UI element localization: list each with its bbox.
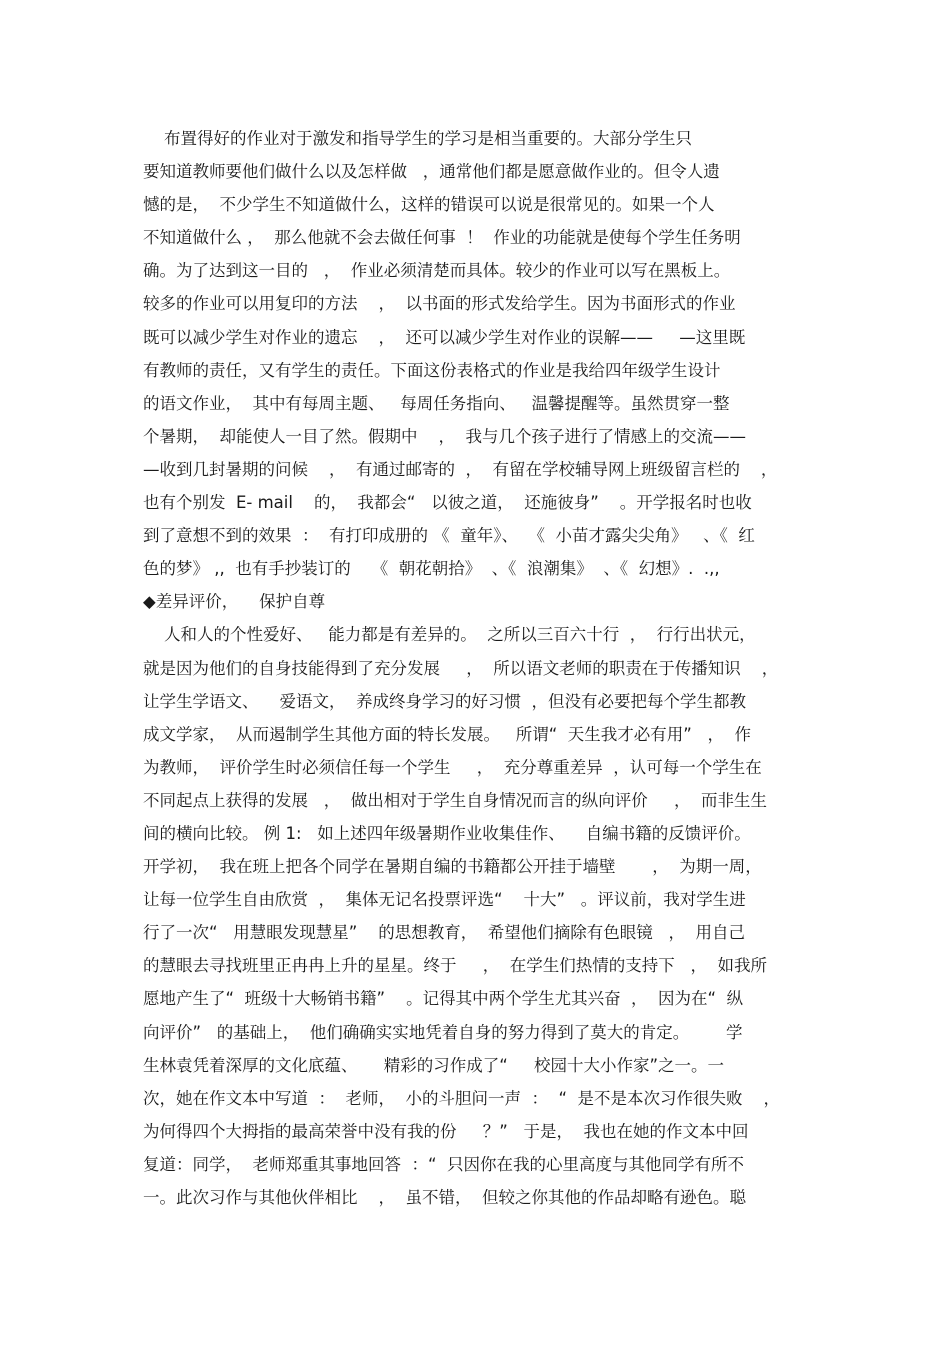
text-line: 向评价” 的基础上， 他们确确实实地凭着自身的努力得到了莫大的肯定。 学 bbox=[143, 1022, 743, 1042]
text-line: 布置得好的作业对于激发和指导学生的学习是相当重要的。大部分学生只 bbox=[143, 129, 692, 148]
text-line: 的语文作业， 其中有每周主题、 每周任务指向、 温馨提醒等。虽然贯穿一整 bbox=[143, 393, 730, 413]
text-line: 到了意想不到的效果 ： 有打印成册的 《 童年》、 《 小苗才露尖尖角》 、《 红 bbox=[143, 526, 755, 546]
text-line: —收到几封暑期的问候 ， 有通过邮寄的 ， 有留在学校辅导网上班级留言栏的 ， bbox=[143, 459, 778, 479]
text-line: 憾的是， 不少学生不知道做什么，这样的错误可以说是很常见的。如果一个人 bbox=[143, 195, 715, 215]
text-line: 也有个别发 E- mail 的， 我都会“ 以彼之道， 还施彼身” 。开学报名时也收 bbox=[143, 493, 752, 513]
text-line: 愿地产生了“ 班级十大畅销书籍” 。记得其中两个学生尤其兴奋 ， 因为在“ 纵 bbox=[143, 989, 744, 1009]
text-line: 成文学家， 从而遏制学生其他方面的特长发展。 所谓“ 天生我才必有用” ， 作 bbox=[143, 724, 752, 744]
section-heading: ◆差异评价， 保护自尊 bbox=[143, 592, 326, 612]
text-line: 不知道做什么 ， 那么他就不会去做任何事 ！ 作业的功能就是使每个学生任务明 bbox=[143, 228, 741, 248]
text-line: 开学初， 我在班上把各个同学在暑期自编的书籍都公开挂于墙壁 ， 为期一周， bbox=[143, 857, 762, 877]
text-line: 行了一次“ 用慧眼发现慧星” 的思想教育， 希望他们摘除有色眼镜 ， 用自己 bbox=[143, 923, 746, 943]
text-line: 的慧眼去寻找班里正冉冉上升的星星。终于 ， 在学生们热情的支持下 ， 如我所 bbox=[143, 956, 767, 976]
text-line: 为何得四个大拇指的最高荣誉中没有我的份 ？” 于是， 我也在她的作文本中回 bbox=[143, 1121, 749, 1141]
text-line: 人和人的个性爱好、 能力都是有差异的。 之所以三百六十行 ， 行行出状元， bbox=[143, 625, 756, 645]
text-line: 不同起点上获得的发展 ， 做出相对于学生自身情况而言的纵向评价 ， 而非生生 bbox=[143, 790, 767, 810]
text-line: 为教师， 评价学生时必须信任每一个学生 ， 充分尊重差异 ，认可每一个学生在 bbox=[143, 757, 762, 777]
text-line: 要知道教师要他们做什么以及怎样做 ，通常他们都是愿意做作业的。但令人遗 bbox=[143, 162, 720, 182]
text-line: 让学生学语文、 爱语文， 养成终身学习的好习惯 ，但没有必要把每个学生都教 bbox=[143, 691, 746, 711]
text-line: 复道：同学， 老师郑重其事地回答 ：“ 只因你在我的心里高度与其他同学有所不 bbox=[143, 1154, 745, 1174]
text-line: 间的横向比较。 例 1: 如上述四年级暑期作业收集佳作、 自编书籍的反馈评价。 bbox=[143, 823, 751, 843]
text-line: 色的梦》 ,, 也有手抄装订的 《 朝花朝拾》 、《 浪潮集》 、《 幻想》. .,, bbox=[143, 559, 720, 579]
text-line: 较多的作业可以用复印的方法 ， 以书面的形式发给学生。因为书面形式的作业 bbox=[143, 294, 736, 314]
text-line: 生林袁凭着深厚的文化底蕴、 精彩的习作成了“ 校园十大小作家”之一。一 bbox=[143, 1055, 725, 1075]
text-line: 确。为了达到这一目的 ， 作业必须清楚而具体。较少的作业可以写在黑板上。 bbox=[143, 261, 731, 281]
text-line: 既可以减少学生对作业的遗忘 ， 还可以减少学生对作业的误解—— —这里既 bbox=[143, 327, 746, 347]
body-text bbox=[143, 122, 823, 1214]
text-line: 就是因为他们的自身技能得到了充分发展 ， 所以语文老师的职责在于传播知识 ， bbox=[143, 658, 779, 678]
text-line: 有教师的责任，又有学生的责任。下面这份表格式的作业是我给四年级学生设计 bbox=[143, 360, 721, 380]
text-line: 次，她在作文本中写道 ： 老师， 小的斗胆问一声 ： “ 是不是本次习作很失败 ， bbox=[143, 1088, 780, 1108]
text-line: 让每一位学生自由欣赏 ， 集体无记名投票评选“ 十大” 。评议前，我对学生进 bbox=[143, 890, 746, 910]
text-line: 一。此次习作与其他伙伴相比 ， 虽不错， 但较之你其他的作品却略有逊色。聪 bbox=[143, 1188, 746, 1207]
text-line: 个暑期， 却能使人一目了然。假期中 ， 我与几个孩子进行了情感上的交流—— bbox=[143, 426, 746, 446]
